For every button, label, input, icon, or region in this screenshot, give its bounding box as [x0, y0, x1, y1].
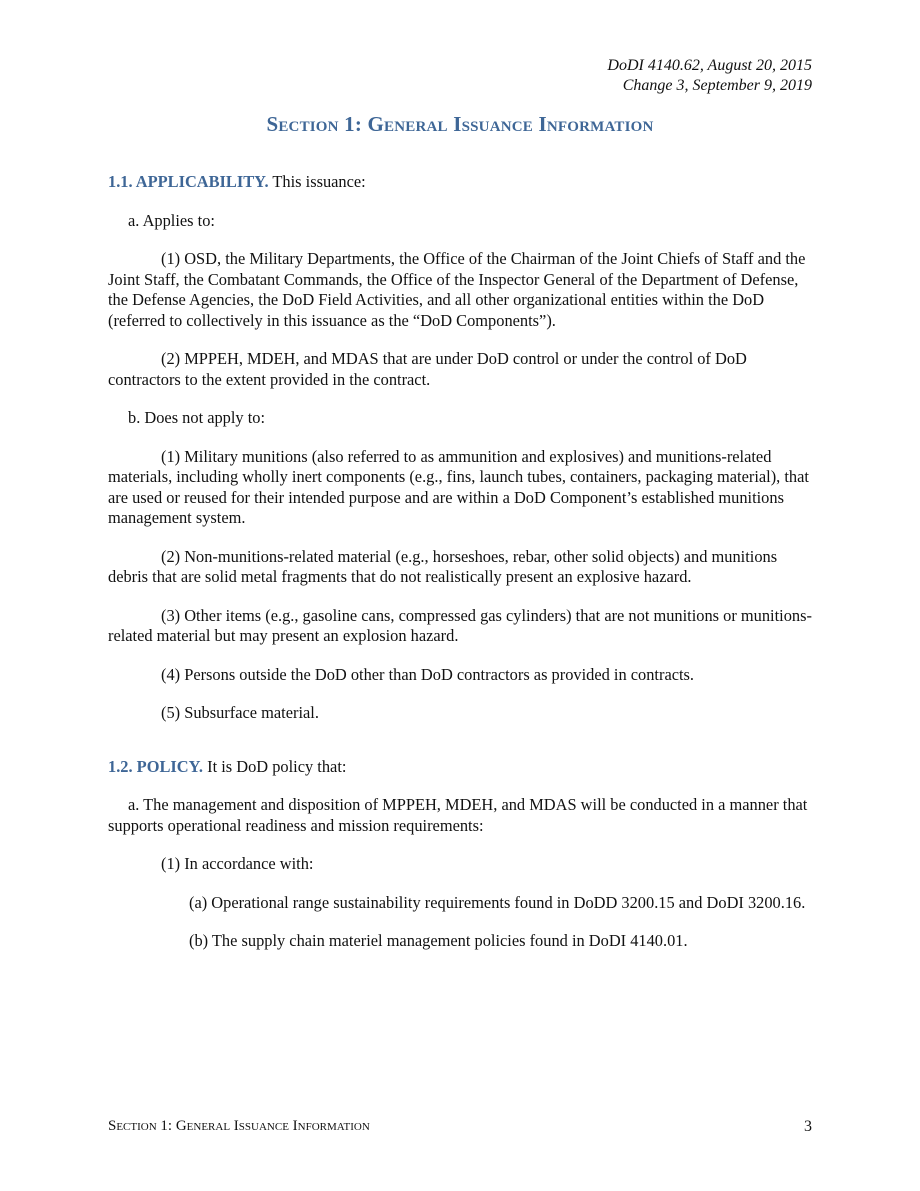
document-header: [607, 56, 812, 96]
heading-policy: 1.2. POLICY.: [108, 756, 204, 776]
paragraph-1-1-a: a. Applies to:: [128, 210, 215, 230]
paragraph-1-2-a-1: (1) In accordance with:: [161, 854, 314, 873]
paragraph-1-1: [108, 172, 814, 193]
paragraph-1-2: [108, 757, 814, 778]
header-change-date: Change 3, September 9, 2019: [622, 77, 812, 94]
policy-intro: It is DoD policy that:: [203, 756, 347, 776]
heading-applicability: 1.1. APPLICABILITY.: [108, 172, 269, 191]
paragraph-1-1-a-2: (2) MPPEH, MDEH, and MDAS that are under DoD control or under the control of DoD contractors to the extent provided in the contract.: [108, 349, 747, 389]
page-number: 3: [804, 1118, 812, 1135]
paragraph-1-2-a-1-a: (a) Operational range sustainability requirements found in DoDD 3200.15 and DoDI 3200.16.: [189, 892, 806, 912]
paragraph-1-2-a-1-b: (b) The supply chain materiel management policies found in DoDI 4140.01.: [189, 931, 688, 950]
paragraph-1-1-b-1: (1) Military munitions (also referred to as ammunition and explosives) and munitions-related materials, including wholly inert components (e.g., fins, launch tubes, containers, packaging material), that are used or reused for their intended purpose and are within a DoD Component’s established munitions management system.: [108, 446, 809, 527]
paragraph-1-1-b-4: (4) Persons outside the DoD other than DoD contractors as provided in contracts.: [161, 664, 695, 684]
document-body: [108, 172, 814, 970]
paragraph-1-1-b-2: (2) Non-munitions-related material (e.g., horseshoes, rebar, other solid objects) and munitions debris that are solid metal fragments that do not realistically present an explosive hazard.: [108, 546, 778, 586]
paragraph-1-1-b-5: (5) Subsurface material.: [161, 703, 319, 722]
paragraph-1-1-b: b. Does not apply to:: [128, 408, 266, 427]
paragraph-1-1-a-1: (1) OSD, the Military Departments, the Office of the Chairman of the Joint Chiefs of Staff and the Joint Staff, the Combatant Commands, the Office of the Inspector General of the Department of Defense, the Defense Agencies, the DoD Field Activities, and all other organizational entities within the DoD (referred to collectively in this issuance as the “DoD Components”).: [108, 249, 806, 330]
footer-section-title: Section 1: General Issuance Information: [108, 1118, 370, 1134]
document-footer: [108, 1118, 812, 1135]
section-title: Section 1: General Issuance Information: [266, 112, 654, 136]
header-issuance-date: DoDI 4140.62, August 20, 2015: [607, 57, 812, 74]
paragraph-1-1-b-3: (3) Other items (e.g., gasoline cans, compressed gas cylinders) that are not munitions or munitions-related material but may present an explosion hazard.: [108, 605, 812, 645]
applicability-intro: This issuance:: [268, 172, 366, 191]
paragraph-1-2-a: a. The management and disposition of MPPEH, MDEH, and MDAS will be conducted in a manner that supports operational readiness and mission requirements:: [108, 795, 808, 835]
